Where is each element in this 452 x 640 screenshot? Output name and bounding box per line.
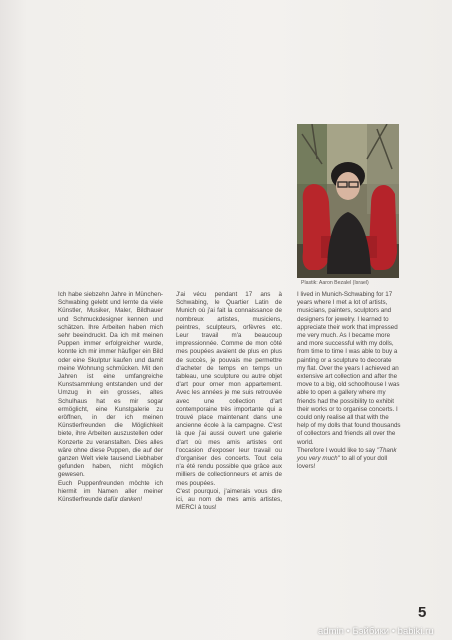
french-paragraph-1: J'ai vécu pendant 17 ans à Schwabing, le Quartier Latin de Munich où j'ai fait la connaissance de nombreux artistes, musiciens, peintres, sculpteurs, orfèvres etc. Leur travail m'a beaucoup impressionnée. Comme de mon côté mes poupées avaient de plus en plus de succès, je pouvais me permettre d'acheter de temps en temps un tableau, une sculpture ou autre objet d'art pour orner mon appartement. Avec les années je me suis retrouvée avec une collection d'art contemporaine très importante qui a trouvé place maintenant dans une ancienne école à la campagne. C'est là que j'ai aussi ouvert une galerie d'art où mes amis artistes ont l'occasion d'exposer leur travail ou d'organiser des concerts. Tout cela n'a été rendu possible que grâce aux milliers de collectionneurs et amis de mes poupées. <box>176 291 282 487</box>
site-watermark: admin • Бэйбики • babiki.ru <box>318 626 434 637</box>
sculpture-photo-image <box>297 124 399 278</box>
english-thanks-emphasis: "Thank you very much" <box>297 446 397 463</box>
page-number: 5 <box>418 604 427 621</box>
german-thanks-text: Euch Puppenfreunden möchte ich hiermit im Namen aller meiner Künstlerfreunde dafür <box>58 479 163 504</box>
sculpture-photo <box>297 124 399 278</box>
english-thanks-text: Therefore I would like to say <box>297 446 376 454</box>
english-paragraph-1: I lived in Munich-Schwabing for 17 years where I met a lot of artists, musicians, painters, sculptors and designers for jewelry. I learned to appreciate their work that impressed me very much. As I became more and more successful with my dolls, from time to time I was able to buy a painting or a sculpture to decorate my flat. Over the years I achieved an extensive art collection and after the move to a big, old schoolhouse I was able to open a gallery where my friends had the possibility to exhibit their works or to organise concerts. I could only realise all that with the help of my dolls that found thousands of collectors and friends all over the world. <box>297 291 401 446</box>
german-thanks-emphasis: danken! <box>119 496 143 504</box>
french-text-column <box>176 291 282 512</box>
english-text-column <box>297 291 401 471</box>
english-thanks-end: to all of your doll lovers! <box>297 455 388 471</box>
german-paragraph-2 <box>58 480 163 505</box>
german-text-column <box>58 291 163 504</box>
english-paragraph-2 <box>297 447 401 472</box>
french-paragraph-2: C'est pourquoi, j'aimerais vous dire ici, au nom de mes amis artistes, MERCI à tous! <box>176 487 282 512</box>
photo-caption: Plastik: Aaron Bezalel (Israel) <box>301 280 369 286</box>
german-paragraph-1: Ich habe siebzehn Jahre in München-Schwabing gelebt und lernte da viele Künstler, Musiker, Maler, Bildhauer und Schmuckdesigner kennen und schätzen. Ihre Arbeiten haben mich sehr beeindruckt. Da ich mit meinen Puppen immer erfolgreicher wurde, konnte ich mir immer häufiger ein Bild oder eine Skulptur kaufen und damit meine Wohnung schmücken. Mit den Jahren ist eine umfangreiche Kunstsammlung entstanden und der Umzug in ein grosses, altes Schulhaus hat es mir sogar ermöglicht, eine Kunstgalerie zu eröffnen, in der ich meinen Künstlerfreunden die Möglichkeit biete, ihre Arbeiten auszustellen oder Konzerte zu veranstalten. Dies alles wäre ohne diese Puppen, die auf der ganzen Welt viele tausend Liebhaber gefunden haben, nicht möglich gewesen. <box>58 291 163 479</box>
